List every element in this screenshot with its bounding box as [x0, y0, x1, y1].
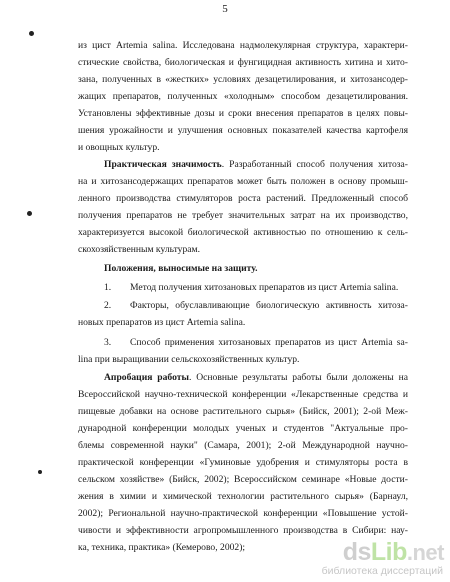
list-item-text: Метод получения хитозановых препаратов из цист Artemia salina.: [130, 282, 399, 293]
text-line: Установлены эффективные дозы и сроки внесения препаратов в целях повы-: [78, 108, 408, 119]
text-line: пищевые добавки на основе растительного сырья» (Бийск, 2001); 2-ой Меж-: [78, 406, 408, 417]
list-item-text: новых препаратов из цист Artemia salina.: [78, 317, 246, 328]
section-heading: Положения, выносимые на защиту.: [104, 263, 258, 274]
watermark-logo: dsLib.net: [342, 538, 444, 566]
text-line: шения урожайности и улучшения основных показателей качества картофеля: [78, 125, 408, 136]
text-line: жащих препаратов, полученных «холодным» способом дезацетилирования.: [78, 91, 408, 102]
text-line: характеризуется высокой биологической активностью по отношению к сель-: [78, 227, 408, 238]
text-line: зана, полученных в «жестких» условиях дезацетилирования, и хитозансодер-: [78, 74, 408, 85]
text-line: получения препаратов не требует значительных затрат на их производство,: [78, 210, 408, 221]
text-line: жения в химии и химической технологии растительного сырья» (Барнаул,: [78, 491, 408, 502]
text-span: . Основные результаты работы были доложены на: [188, 372, 408, 383]
list-item-text: Способ применения хитозановых препаратов из цист Artemia sa-: [130, 337, 408, 348]
list-number: 3.: [104, 337, 112, 348]
scan-dot-mark: [38, 470, 42, 474]
text-line: блемы современной науки" (Самара, 2001); 2-ой Международной научно-: [78, 440, 408, 451]
text-span: . Разработанный способ получения хитоза-: [221, 159, 408, 170]
list-item-text: Факторы, обуславливающие биологическую активность хитоза-: [130, 300, 408, 311]
text-line: сельском хозяйстве» (Бийск, 2002); Всероссийском семинаре «Новые дости-: [78, 474, 408, 485]
watermark-subtitle: библиотека диссертаций: [321, 565, 443, 577]
list-number: 1.: [104, 282, 112, 293]
section-heading: Практическая значимость: [104, 159, 222, 170]
text-line: ка, техника, практика» (Кемерово, 2002);: [78, 542, 246, 553]
text-line: практической конференции «Гуминовые удобрения и стимуляторы роста в: [78, 457, 408, 468]
text-line: [104, 159, 408, 170]
list-item-text: lina при выращивании сельскохозяйственных культур.: [78, 354, 300, 365]
text-line: ленного производства стимуляторов роста растений. Предложенный способ: [78, 193, 408, 204]
page-number: 5: [222, 3, 228, 15]
text-line: 2002); Региональной научно-практической конференции «Повышение устой-: [78, 508, 408, 519]
text-line: и овощных культур.: [78, 142, 160, 153]
watermark: [321, 538, 444, 580]
text-line: Всероссийской научно-технической конференции «Лекарственные средства и: [78, 389, 408, 400]
text-line: скохозяйственным культурам.: [78, 244, 201, 255]
section-heading: Апробация работы: [104, 372, 189, 383]
text-line: чивости и эффективности агропромышленного производства в Сибири: нау-: [78, 525, 408, 536]
text-line: [104, 372, 408, 383]
text-line: на и хитозансодержащих препаратов может быть положен в основу промыш-: [78, 176, 408, 187]
scan-dot-mark: [29, 31, 34, 36]
scan-dot-mark: [27, 211, 32, 216]
text-line: из цист Artemia salina. Исследована надмолекулярная структура, характери-: [78, 40, 408, 51]
text-line: дународной конференции молодых ученых и студентов "Актуальные про-: [78, 423, 408, 434]
text-line: стические свойства, биологическая и фунгицидная активность хитина и хито-: [78, 57, 408, 68]
list-number: 2.: [104, 300, 112, 311]
